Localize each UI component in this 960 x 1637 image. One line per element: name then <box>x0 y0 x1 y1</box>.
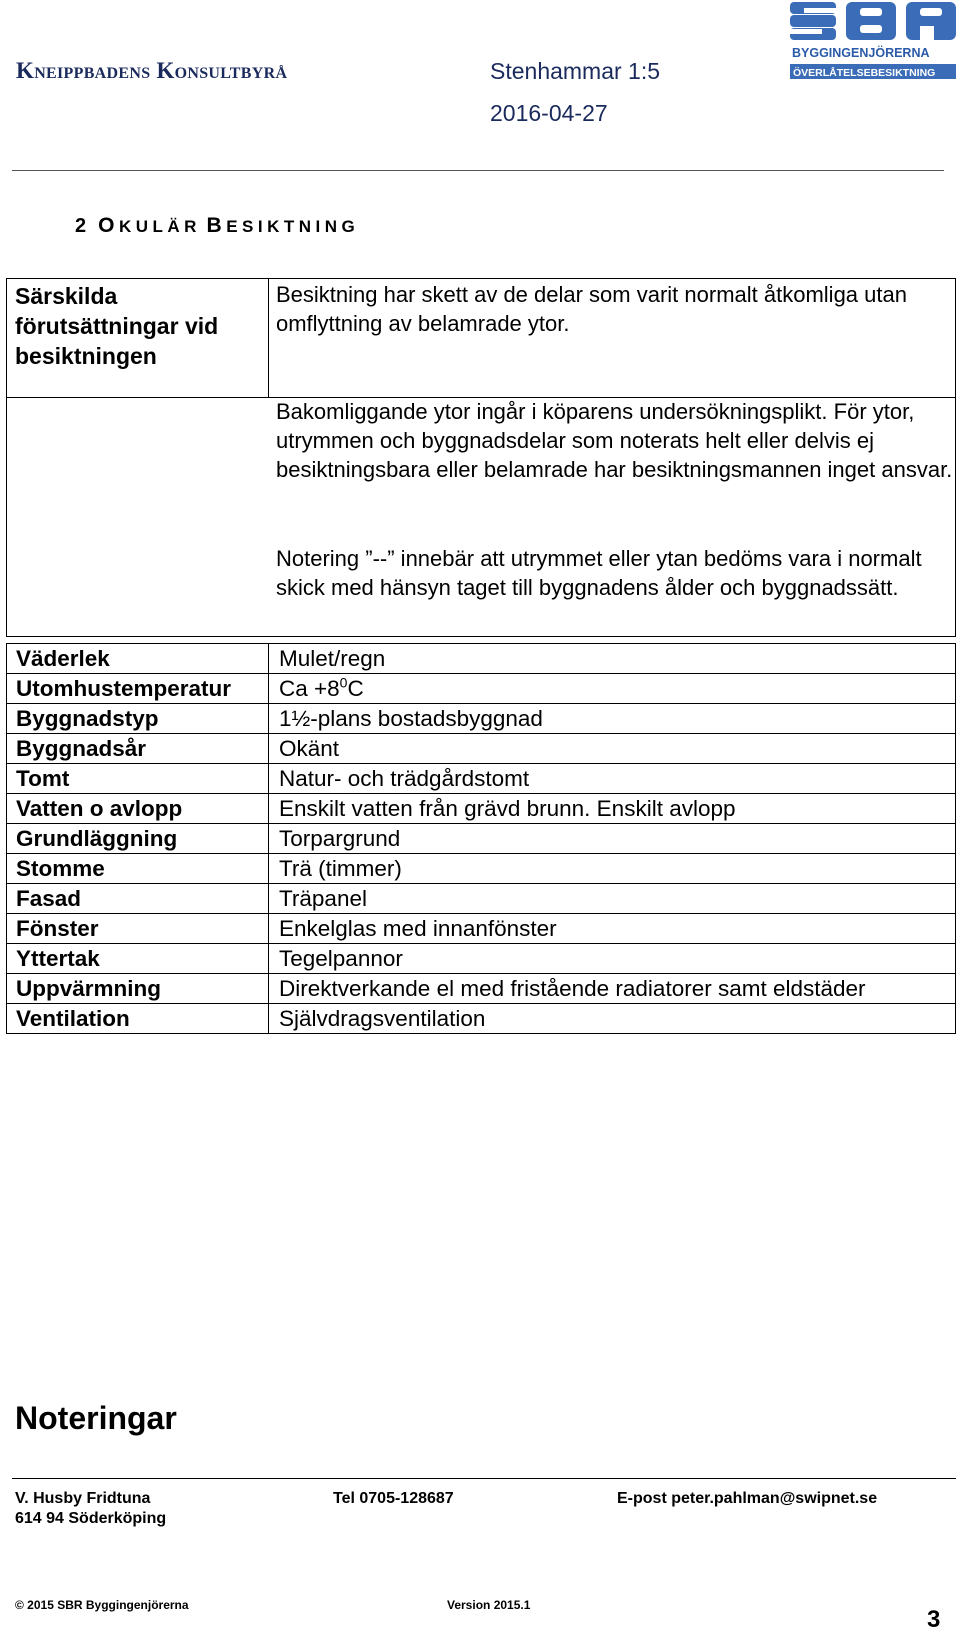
footer-email: E-post peter.pahlman@swipnet.se <box>617 1490 878 1507</box>
table-row <box>7 884 956 914</box>
footer-version: Version 2015.1 <box>447 1598 531 1612</box>
building-info-table <box>6 643 956 1034</box>
table-row <box>7 974 956 1004</box>
temp-prefix: Ca +8 <box>279 675 340 701</box>
table-row <box>7 944 956 974</box>
row-label: Tomt <box>7 764 269 794</box>
row-label: Fönster <box>7 914 269 944</box>
row-value: Natur- och trädgårdstomt <box>269 764 956 794</box>
row-label: Yttertak <box>7 944 269 974</box>
footer-phone: Tel 0705-128687 <box>333 1490 454 1507</box>
property-designation: Stenhammar 1:5 <box>490 58 661 84</box>
row-label: Stomme <box>7 854 269 884</box>
row-value: Enkelglas med innanfönster <box>269 914 956 944</box>
header-divider <box>12 170 944 171</box>
table-row <box>7 1004 956 1034</box>
conditions-paragraph-3: Notering ”--” innebär att utrymmet eller ytan bedöms vara i normalt skick med hänsyn taget till byggnadens ålder och byggnadssätt. <box>276 546 922 600</box>
table-row <box>7 914 956 944</box>
section-title-initial-2: B <box>206 214 227 237</box>
section-title-rest: KULÄR <box>118 217 201 236</box>
temp-degree: 0 <box>339 674 348 690</box>
inspection-date: 2016-04-27 <box>490 100 608 126</box>
table-row <box>7 644 956 674</box>
row-value: Direktverkande el med fristående radiatorer samt eldstäder <box>269 974 956 1004</box>
notes-heading: Noteringar <box>15 1400 177 1436</box>
row-label: Vatten o avlopp <box>7 794 269 824</box>
row-label: Byggnadsår <box>7 734 269 764</box>
row-value <box>269 674 956 704</box>
row-value: Självdragsventilation <box>269 1004 956 1034</box>
table-row <box>7 824 956 854</box>
row-value: 1½-plans bostadsbyggnad <box>269 704 956 734</box>
row-label: Väderlek <box>7 644 269 674</box>
conditions-label: Särskilda förutsättningar vid besiktningen <box>15 283 219 369</box>
table-row <box>7 854 956 884</box>
row-value: Enskilt vatten från grävd brunn. Enskilt avlopp <box>269 794 956 824</box>
footer-divider <box>12 1478 956 1479</box>
row-value: Torpargrund <box>269 824 956 854</box>
section-title-initial: O <box>98 214 119 237</box>
page-number: 3 <box>927 1606 941 1633</box>
row-label: Fasad <box>7 884 269 914</box>
row-value: Mulet/regn <box>269 644 956 674</box>
row-value: Okänt <box>269 734 956 764</box>
footer-copyright: © 2015 SBR Byggingenjörerna <box>15 1598 189 1612</box>
row-label: Grundläggning <box>7 824 269 854</box>
logo-line1: BYGGINGENJÖRERNA <box>792 46 930 60</box>
table-row <box>7 734 956 764</box>
section-heading <box>75 214 359 238</box>
sbr-logo <box>790 2 956 82</box>
temp-unit: C <box>347 675 364 701</box>
row-label: Ventilation <box>7 1004 269 1034</box>
row-label: Byggnadstyp <box>7 704 269 734</box>
section-number: 2 <box>75 215 87 237</box>
conditions-paragraph-2: Bakomliggande ytor ingår i köparens undersökningsplikt. För ytor, utrymmen och byggnadsdelar som noterats helt eller delvis ej besiktningsbara eller belamrade har besiktningsmannen inget ansvar. <box>276 399 953 482</box>
conditions-divider-vertical <box>268 278 269 398</box>
section-title-rest-2: ESIKTNING <box>226 217 360 236</box>
footer-inspector-name: V. Husby Fridtuna <box>15 1490 151 1507</box>
row-value: Tegelpannor <box>269 944 956 974</box>
table-row <box>7 764 956 794</box>
table-row <box>7 794 956 824</box>
company-name: Kneippbadens Konsultbyrå <box>16 58 288 83</box>
row-label: Uppvärmning <box>7 974 269 1004</box>
table-row <box>7 704 956 734</box>
row-label: Utomhustemperatur <box>7 674 269 704</box>
row-value: Träpanel <box>269 884 956 914</box>
footer-postal-address: 614 94 Söderköping <box>15 1510 167 1527</box>
logo-line2: ÖVERLÅTELSEBESIKTNING <box>793 67 936 79</box>
row-value: Trä (timmer) <box>269 854 956 884</box>
table-row <box>7 674 956 704</box>
conditions-paragraph-1: Besiktning har skett av de delar som varit normalt åtkomliga utan omflyttning av belamrade ytor. <box>276 282 907 336</box>
